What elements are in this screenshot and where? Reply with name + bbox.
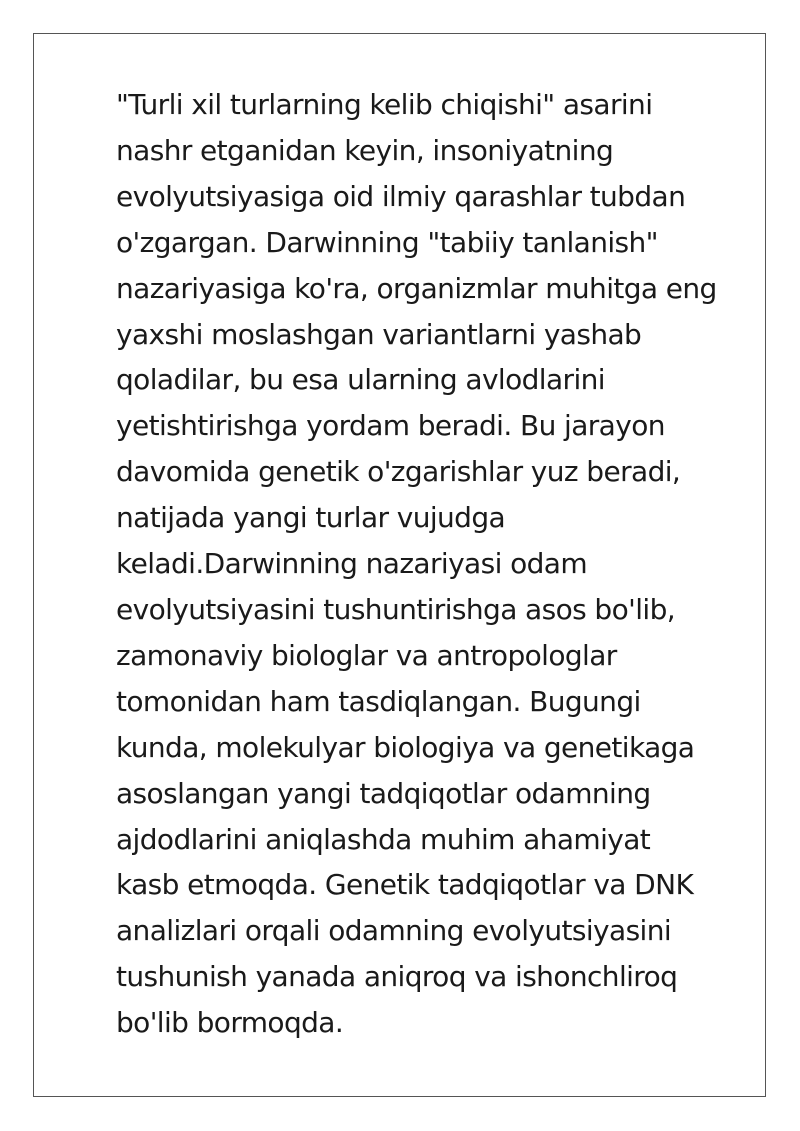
text-line: tushunish yanada aniqroq va ishonchliroq — [116, 960, 678, 994]
text-line: yetishtirishga yordam beradi. Bu jarayon — [116, 409, 665, 443]
text-line: natijada yangi turlar vujudga — [116, 501, 506, 535]
document-page — [33, 33, 766, 1097]
text-line: evolyutsiyasiga oid ilmiy qarashlar tubdan — [116, 179, 686, 213]
text-line: keladi.Darwinning nazariyasi odam — [116, 547, 588, 581]
text-line: qoladilar, bu esa ularning avlodlarini — [116, 363, 605, 397]
text-line: ajdodlarini aniqlashda muhim ahamiyat — [116, 822, 651, 856]
text-line: o'zgargan. Darwinning "tabiiy tanlanish" — [116, 225, 658, 259]
text-line: kunda, molekulyar biologiya va genetikaga — [116, 730, 695, 764]
text-line: evolyutsiyasini tushuntirishga asos bo'lib, — [116, 592, 676, 626]
body-paragraph — [116, 82, 756, 1046]
text-line: kasb etmoqda. Genetik tadqiqotlar va DNK — [116, 868, 694, 902]
text-line: "Turli xil turlarning kelib chiqishi" asarini — [116, 88, 653, 121]
text-line: bo'lib bormoqda. — [116, 1006, 344, 1040]
text-line: yaxshi moslashgan variantlarni yashab — [116, 317, 642, 351]
text-line: analizlari orqali odamning evolyutsiyasini — [116, 914, 672, 948]
text-line: tomonidan ham tasdiqlangan. Bugungi — [116, 684, 641, 718]
text-line: zamonaviy biologlar va antropologlar — [116, 638, 617, 672]
text-line: nashr etganidan keyin, insoniyatning — [116, 133, 614, 167]
text-line: nazariyasiga ko'ra, organizmlar muhitga eng — [116, 271, 717, 305]
text-line: davomida genetik o'zgarishlar yuz beradi, — [116, 455, 681, 489]
text-line: asoslangan yangi tadqiqotlar odamning — [116, 776, 651, 810]
